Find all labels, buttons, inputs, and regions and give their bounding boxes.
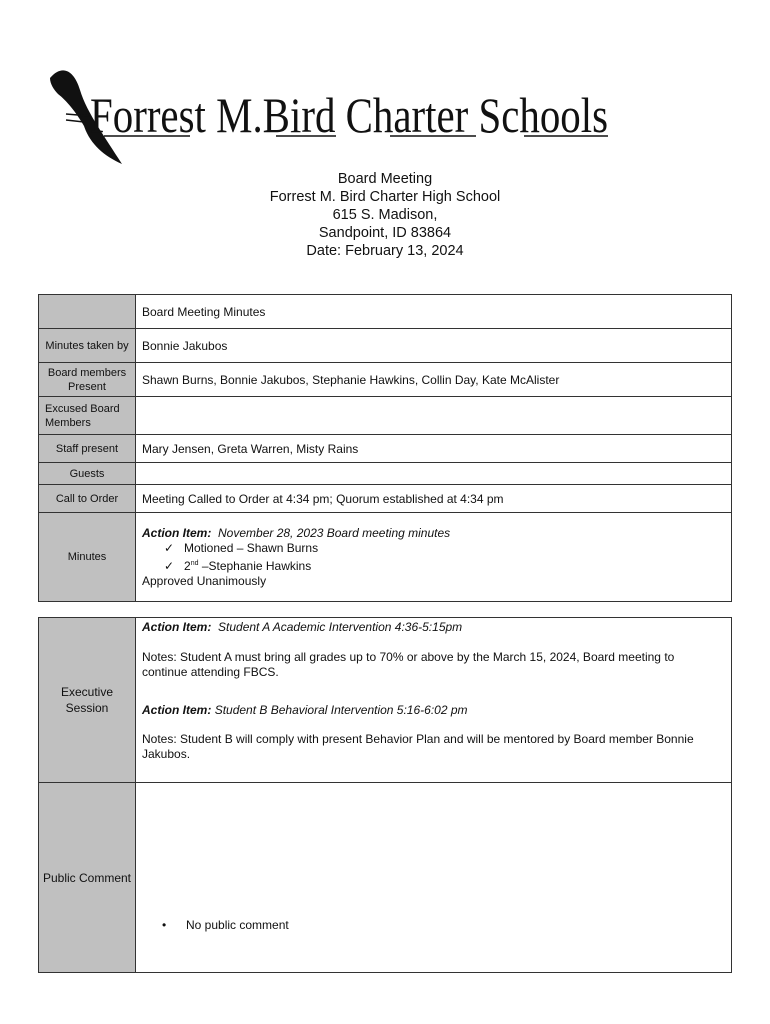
row-value (136, 463, 732, 485)
logo-text: Forrest M.Bird Charter Schools (90, 87, 608, 143)
motion-line: Motioned – Shawn Burns (184, 540, 319, 555)
table-row (39, 485, 732, 513)
row-value: Mary Jensen, Greta Warren, Misty Rains (136, 435, 732, 463)
table-row (39, 295, 732, 329)
minutes-table (38, 294, 732, 602)
executive-session-cell (136, 618, 732, 783)
minutes-cell (136, 513, 732, 602)
row-value (136, 397, 732, 435)
table-row (39, 463, 732, 485)
second-suffix: nd (190, 559, 199, 567)
executive-note: Notes: Student A must bring all grades up to 70% or above by the March 15, 2024, Board meeting to continue attending FBCS. (142, 650, 675, 679)
session-table (38, 617, 732, 973)
table-row (39, 618, 732, 783)
row-label: Guests (39, 463, 136, 485)
row-label: Excused Board Members (39, 397, 136, 435)
second-number: 2 (184, 558, 191, 573)
meeting-date: Date: February 13, 2024 (306, 243, 464, 259)
public-comment-label: Public Comment (39, 783, 136, 973)
executive-note: Notes: Student B will comply with present Behavior Plan and will be mentored by Board member Bonnie Jakubos. (142, 732, 694, 761)
row-value: Shawn Burns, Bonnie Jakubos, Stephanie Hawkins, Collin Day, Kate McAlister (136, 363, 732, 397)
action-item-label: Action Item: (142, 703, 212, 717)
street-address: 615 S. Madison, (332, 207, 438, 223)
checkmark-icon: ✓ (164, 558, 175, 573)
row-value: Meeting Called to Order at 4:34 pm; Quorum established at 4:34 pm (136, 485, 732, 513)
approval-result: Approved Unanimously (142, 573, 267, 588)
second-line: –Stephanie Hawkins (198, 558, 312, 573)
row-label: Board members Present (39, 363, 136, 397)
table-row (39, 363, 732, 397)
meeting-title: Board Meeting (337, 171, 433, 187)
table-title: Board Meeting Minutes (136, 295, 732, 329)
school-name: Forrest M. Bird Charter High School (269, 189, 501, 205)
table-row (39, 513, 732, 602)
checkmark-icon: ✓ (164, 540, 175, 555)
table-row (39, 329, 732, 363)
row-label: Staff present (39, 435, 136, 463)
table-row (39, 397, 732, 435)
executive-session-label: Executive Session (39, 618, 136, 783)
table-row (39, 783, 732, 973)
row-label: Minutes (39, 513, 136, 602)
blank-label-cell (39, 295, 136, 329)
public-comment-item: No public comment (186, 918, 289, 932)
action-item-label: Action Item: (142, 525, 212, 540)
meeting-header (0, 170, 770, 260)
row-label: Minutes taken by (39, 329, 136, 363)
row-label: Call to Order (39, 485, 136, 513)
bullet-icon: • (162, 918, 167, 932)
action-item-label: Action Item: (142, 620, 212, 634)
school-logo (44, 60, 624, 172)
public-comment-cell (136, 783, 732, 973)
table-row (39, 435, 732, 463)
city-address: Sandpoint, ID 83864 (318, 225, 452, 241)
action-item-text: Student A Academic Intervention 4:36-5:15pm (218, 620, 463, 634)
row-value: Bonnie Jakubos (136, 329, 732, 363)
action-item-text: November 28, 2023 Board meeting minutes (218, 525, 451, 540)
action-item-text: Student B Behavioral Intervention 5:16-6:02 pm (214, 703, 468, 717)
